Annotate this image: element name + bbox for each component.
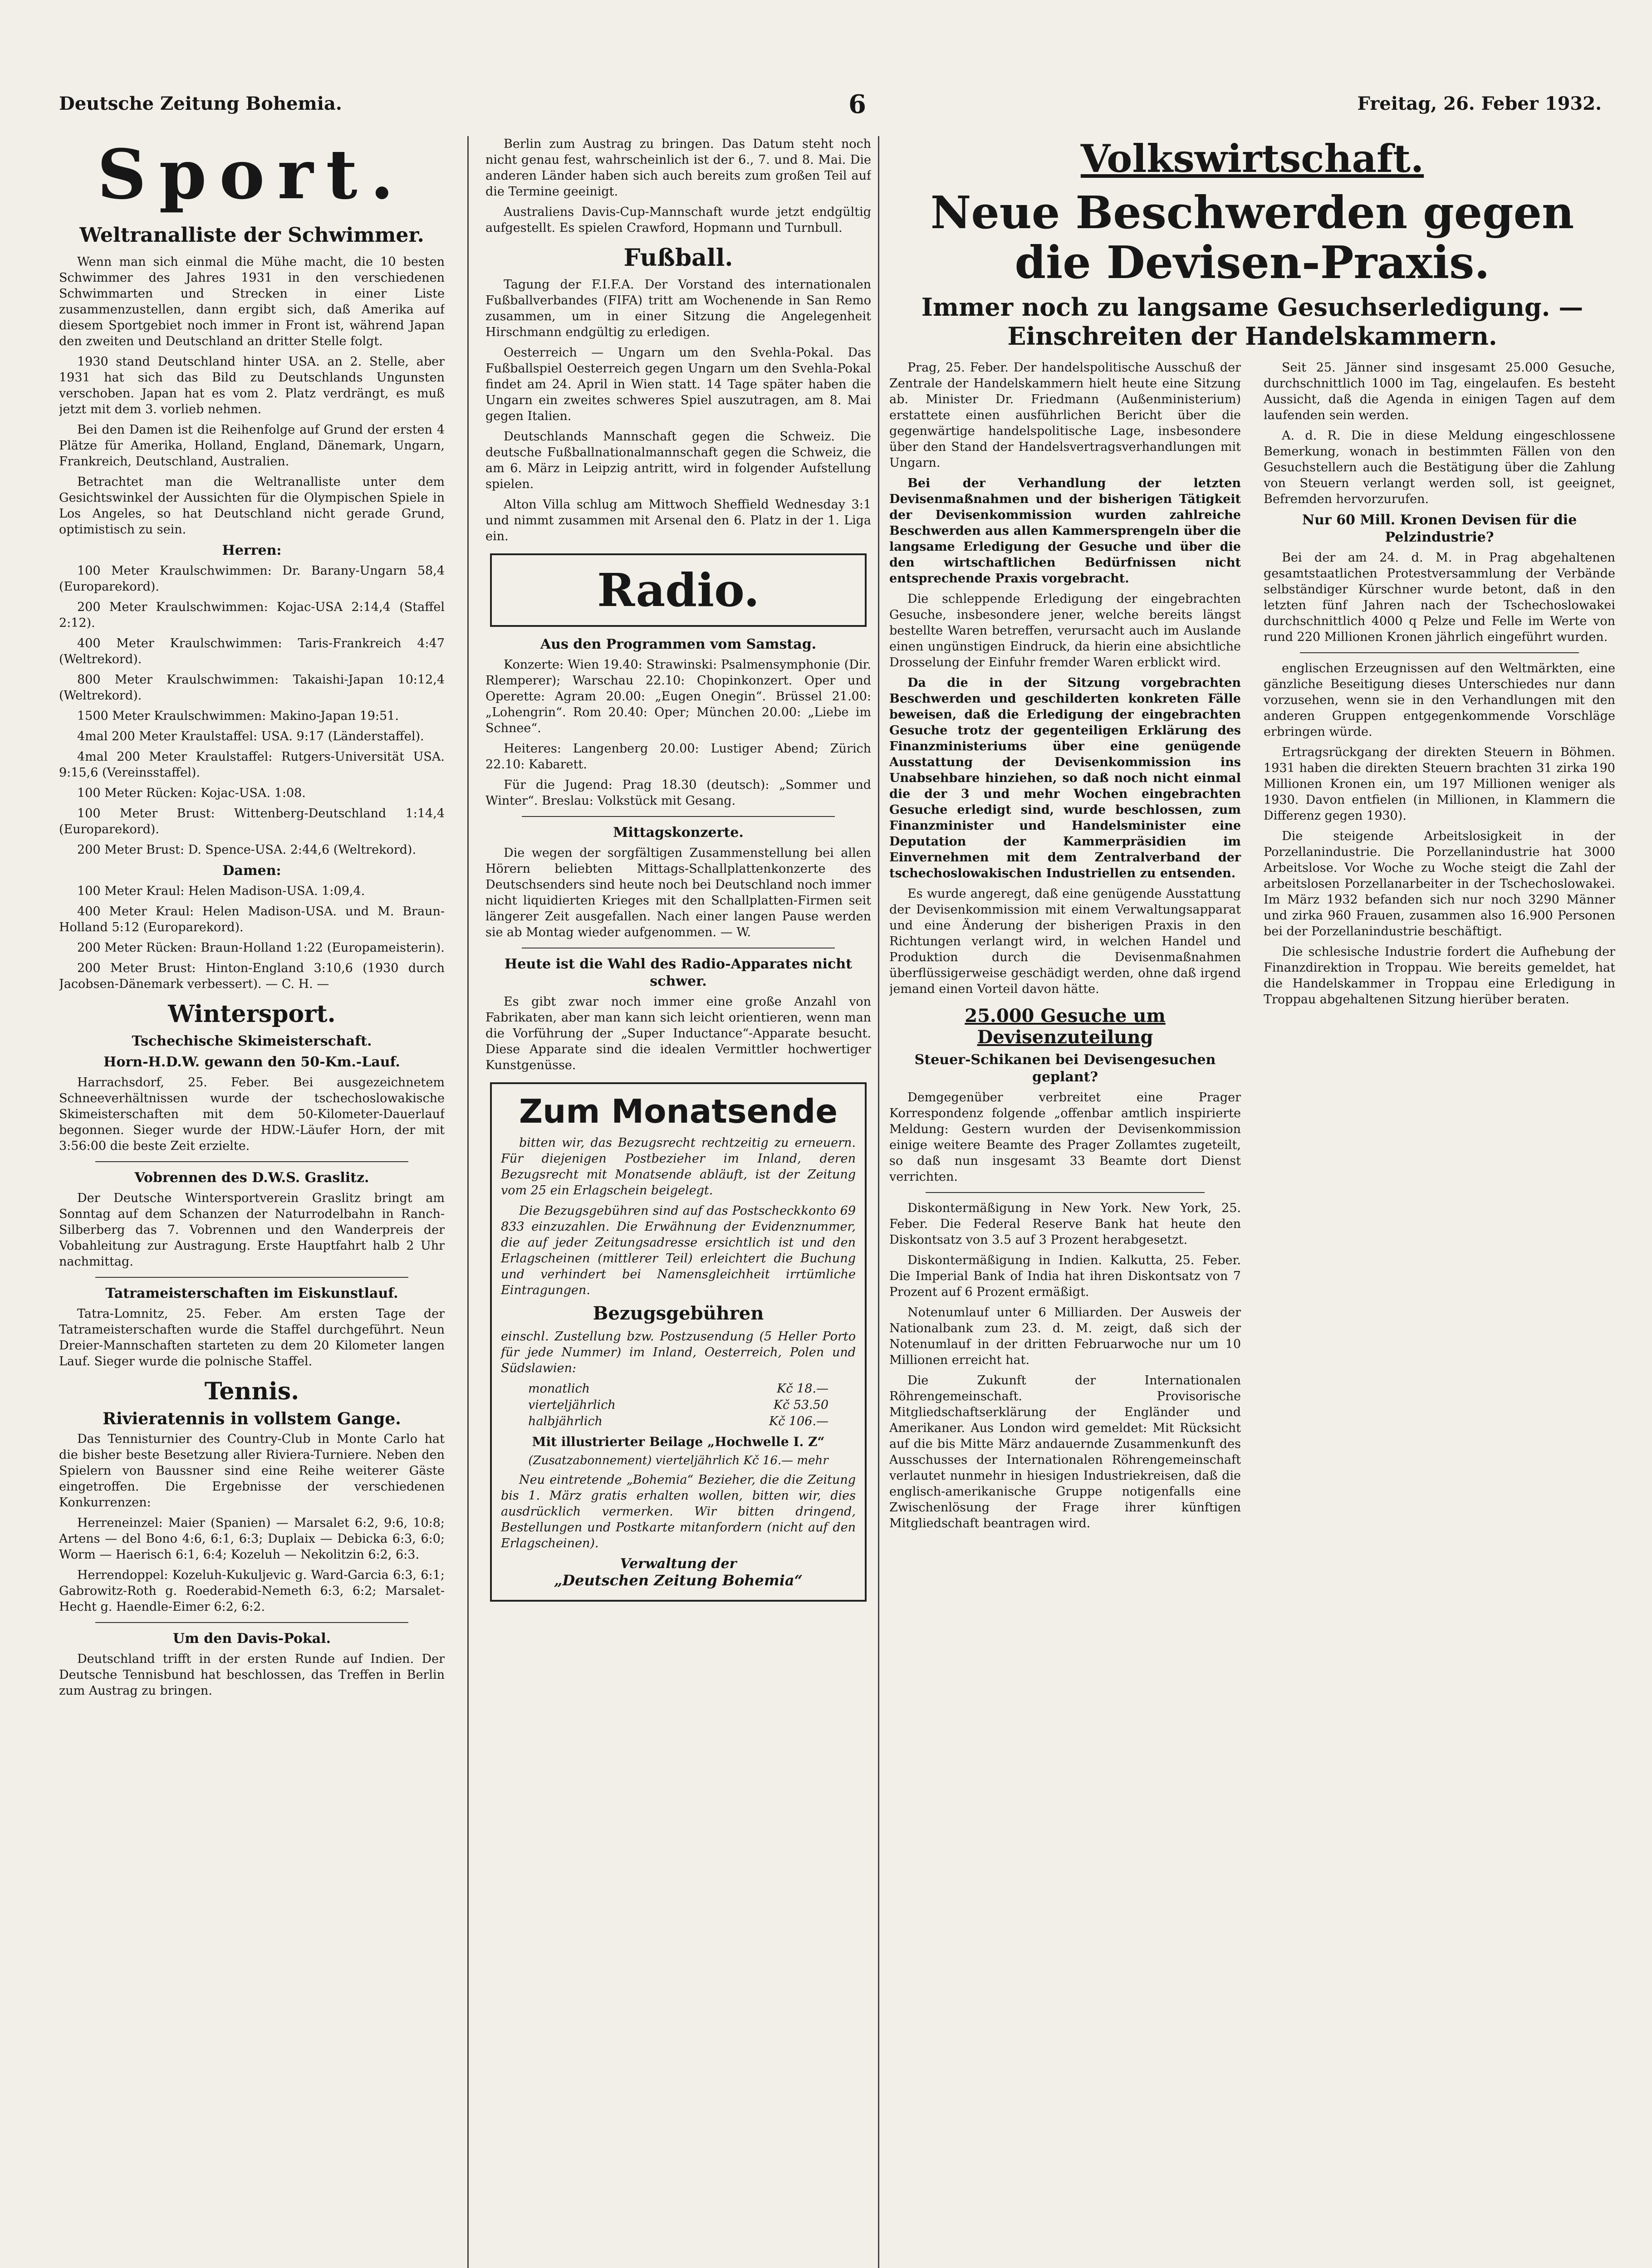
fussball-p3: Deutschlands Mannschaft gegen die Schweiz. Die deutsche Fußballnationalmannschaft gegen die Schweiz, die am 6. März in Leipzig antritt, wird in folgender Aufstellung spielen. bbox=[485, 430, 871, 491]
damen-1: 400 Meter Kraul: Helen Madison-USA. und M. Braun-Holland 5:12 (Europarekord). bbox=[59, 904, 445, 934]
tennis-p3: Herrendoppel: Kozeluh-Kukuljevic g. Ward-Garcia 6:3, 6:1; Gabrowitz-Roth g. Roederabid-Nemeth 6:3, 6:2; Marsalet-Hecht g. Haendle-Eimer 6:2, 6:2. bbox=[59, 1568, 445, 1614]
separator bbox=[95, 1277, 408, 1278]
sport-title: Sport. bbox=[97, 136, 407, 215]
herren-2: 400 Meter Kraulschwimmen: Taris-Frankreich 4:47 (Weltrekord). bbox=[59, 636, 445, 666]
fussball-p1: Tagung der F.I.F.A. Der Vorstand des internationalen Fußballverbandes (FIFA) tritt am Wochenende in San Remo zusammen, um in einer Sitzung die Angelegenheit Hirschmann endgültig zu erledigen. bbox=[485, 278, 871, 339]
swim-p3: Bei den Damen ist die Reihenfolge auf Grund der ersten 4 Plätze für Amerika, Holland, England, Dänemark, Ungarn, Frankreich, Deutschland, Australien. bbox=[59, 423, 445, 469]
fussball-heading: Fußball. bbox=[623, 244, 733, 272]
tennis-p4: Deutschland trifft in der ersten Runde auf Indien. Der Deutsche Tennisbund hat beschlossen, das Treffen in Berlin zum Austrag zu bringen. bbox=[59, 1652, 445, 1698]
winter-p3: Tatra-Lomnitz, 25. Feber. Am ersten Tage der Tatrameisterschaften wurde die Staffel durchgeführt. Neun Dreier-Mannschaften starteten zu dem 20 Kilometer langen Lauf. Sieger wurde die polnische Staffel. bbox=[59, 1307, 445, 1369]
herren-1: 200 Meter Kraulschwimmen: Kojac-USA 2:14,4 (Staffel 2:12). bbox=[59, 600, 445, 630]
fee-value: Kč 106.— bbox=[769, 1414, 828, 1428]
radio-p5: Es gibt zwar noch immer eine große Anzahl von Fabrikaten, aber man kann sich leicht orientieren, wenn man die Vorführung der „Super Inductance“-Apparate besucht. Diese Apparate sind die idealen Vermittler hochwertiger Kunstgenüsse. bbox=[485, 995, 871, 1072]
fees-table bbox=[501, 1381, 856, 1430]
herren-8: 100 Meter Brust: Wittenberg-Deutschland 1:14,4 (Europarekord). bbox=[59, 807, 445, 836]
damen-3: 200 Meter Brust: Hinton-England 3:10,6 (1930 durch Jacobsen-Dänemark verbessert). — C. H. — bbox=[59, 961, 445, 991]
tennis-p2: Herreneinzel: Maier (Spanien) — Marsalet 6:2, 9:6, 10:8; Artens — del Bono 4:6, 6:1, 6:3; Duplaix — Debicka 6:3, 6:0; Worm — Haerisch 6:1, 6:4; Kozeluh — Nekolitzin 6:2, 6:3. bbox=[59, 1516, 445, 1562]
economy-column bbox=[889, 136, 1615, 2268]
swim-heading: Weltranalliste der Schwimmer. bbox=[79, 224, 424, 247]
column-rule bbox=[467, 136, 469, 2268]
econ-right-0: Seit 25. Jänner sind insgesamt 25.000 Gesuche, durchschnittlich 1000 im Tag, eingelaufen. Es besteht Aussicht, daß die Agenda in einigen Tagen auf dem laufenden sein werden. bbox=[1264, 361, 1615, 422]
monatsende-p3: Neu eintretende „Bohemia“ Bezieher, die die Zeitung bis 1. März gratis erhalten wollen, bitten wir, dies ausdrücklich vermerken. Wir bitten dringend, Bestellungen und Postkarte mitanfordern (nicht auf den Erlagscheinen). bbox=[501, 1473, 856, 1550]
economy-section-title: Volkswirtschaft. bbox=[1080, 136, 1424, 181]
winter-sub1: Tschechische Skimeisterschaft. bbox=[132, 1033, 372, 1049]
fee-value: Kč 18.— bbox=[777, 1382, 828, 1396]
herren-5: 4mal 200 Meter Kraulstaffel: USA. 9:17 (Länderstaffel). bbox=[77, 729, 424, 743]
econ-left-1: Bei der Verhandlung der letzten Devisenmaßnahmen und der bisherigen Tätigkeit der Devisenkommission wurden zahlreiche Beschwerden aus allen Kammersprengeln über die langsame Erledigung der Gesuche und über die den wirtschaftlichen Bedürfnissen nicht entsprechende Praxis vorgebracht. bbox=[889, 476, 1241, 586]
economy-two-columns bbox=[889, 360, 1615, 1536]
signature-2: „Deutschen Zeitung Bohemia“ bbox=[554, 1572, 803, 1589]
economy-left bbox=[889, 360, 1241, 1536]
fee-row bbox=[501, 1397, 856, 1413]
masthead-date: Freitag, 26. Feber 1932. bbox=[1357, 93, 1602, 114]
econ-note-0: Diskontermäßigung in New York. New York, 25. Feber. Die Federal Reserve Bank hat heute den Diskontsatz von 3.5 auf 3 Prozent herabgesetzt. bbox=[889, 1201, 1241, 1247]
econ-left-0: Prag, 25. Feber. Der handelspolitische Ausschuß der Zentrale der Handelskammern hielt heute eine Sitzung ab. Minister Dr. Friedmann (Außenministerium) erstattete einen ausführlichen Bericht über die gegenwärtige handelspolitische Lage, insbesondere über den Stand der Handelsvertragsverhandlungen mit Ungarn. bbox=[889, 361, 1241, 470]
winter-sub2: Horn-H.D.W. gewann den 50-Km.-Lauf. bbox=[103, 1054, 400, 1070]
tennis-p1: Das Tennisturnier des Country-Club in Monte Carlo hat die bisher beste Besetzung aller Riviera-Turniere. Neben den Spielern von Baussner sind eine Reihe weiterer Gäste eingetroffen. Die Ergebnisse der verschiedenen Konkurrenzen: bbox=[59, 1432, 445, 1510]
fee-value: Kč 53.50 bbox=[773, 1398, 828, 1412]
econ-note-3: Die Zukunft der Internationalen Röhrengemeinschaft. Provisorische Mitgliedschaftserklärung der Engländer und Amerikaner. Aus London wird gemeldet: Mit Rücksicht auf die bis Mitte März andauernde Zusammenkunft des Ausschusses der Internationalen Röhrengemeinschaft verlautet nunmehr in hiesigen Industriekreisen, daß die englisch-amerikanische Gruppe notigenfalls eine Zwischenlösung der Frage ihrer künftigen Mitgliedschaft beantragen wird. bbox=[889, 1374, 1241, 1530]
economy-headline: Neue Beschwerden gegen die Devisen-Praxis. bbox=[930, 187, 1574, 289]
winter-p2: Der Deutsche Wintersportverein Graslitz bringt am Sonntag auf dem Schanzen der Naturrodelbahn in Ranch-Silberberg das 7. Vobrennen und den Wanderpreis der Vobahleitung zur Austragung. Erste Hauptfahrt halb 2 Uhr nachmittag. bbox=[59, 1191, 445, 1269]
winter-p1: Harrachsdorf, 25. Feber. Bei ausgezeichnetem Schneeverhältnissen wurde der tschechoslowakische Skimeisterschaften mit dem 50-Kilometer-Dauerlauf begonnen. Sieger wurde der HDW.-Läufer Horn, der mit 3:56:00 die beste Zeit erzielte. bbox=[59, 1075, 445, 1153]
middle-p0b: Australiens Davis-Cup-Mannschaft wurde jetzt endgültig aufgestellt. Es spielen Crawford, Hopmann und Turnbull. bbox=[485, 205, 871, 235]
swim-p1: Wenn man sich einmal die Mühe macht, die 10 besten Schwimmer des Jahres 1931 in den verschiedenen Schwimmarten und Strecken in einer Liste zusammenzustellen, dann ergibt sich, daß Amerika auf diesem Sportgebiet noch immer in Front ist, während Japan den zweiten und Deutschland an dritter Stelle folgt. bbox=[59, 255, 445, 348]
herren-0: 100 Meter Kraulschwimmen: Dr. Barany-Ungarn 58,4 (Europarekord). bbox=[59, 564, 445, 594]
damen-0: 100 Meter Kraul: Helen Madison-USA. 1:09,4. bbox=[77, 884, 365, 898]
radio-p2: Heiteres: Langenberg 20.00: Lustiger Abend; Zürich 22.10: Kabarett. bbox=[485, 742, 871, 772]
econ-note-2: Notenumlauf unter 6 Milliarden. Der Ausweis der Nationalbank zum 23. d. M. zeigt, daß sich der Notenumlauf in der dritten Februarwoche nur um 10 Millionen erreicht hat. bbox=[889, 1305, 1241, 1367]
econ-far-3: Die schlesische Industrie fordert die Aufhebung der Finanzdirektion in Troppau. Wie bereits gemeldet, hat die Handelskammer in Troppau eine Erledigung in Troppau abgehaltenen Sitzung hierüber beraten. bbox=[1264, 945, 1615, 1007]
tennis-heading: Tennis. bbox=[204, 1378, 299, 1405]
fee-label: vierteljährlich bbox=[528, 1398, 616, 1412]
beilage: Mit illustrierter Beilage „Hochwelle I. Z“ bbox=[532, 1434, 825, 1449]
monatsende-p2: Die Bezugsgebühren sind auf das Postscheckkonto 69 833 einzuzahlen. Die Erwähnung der Evidenznummer, die auf jeder Zeitungsadresse ersichtlich ist und den Erlagscheinen (mittlerer Teil) erleichtert die Buchung und verhindert bei Namensgleichheit irrtümliche Eintragungen. bbox=[501, 1204, 856, 1297]
column-rule bbox=[878, 136, 879, 2268]
tennis-sub: Rivieratennis in vollstem Gange. bbox=[103, 1409, 401, 1428]
separator bbox=[522, 816, 835, 817]
monatsende-title: Zum Monatsende bbox=[519, 1092, 838, 1130]
sport-column bbox=[59, 136, 445, 2268]
fussball-p2: Oesterreich — Ungarn um den Svehla-Pokal. Das Fußballspiel Oesterreich gegen Ungarn um den Svehla-Pokal findet am 24. April in Wien statt. 14 Tage später haben die Ungarn ein zweites schweres Spiel auszutragen, am 8. Mai gegen Italien. bbox=[485, 346, 871, 423]
winter-sub4: Tatrameisterschaften im Eiskunstlauf. bbox=[105, 1286, 398, 1301]
fee-row bbox=[501, 1413, 856, 1430]
econ-left-3: Da die in der Sitzung vorgebrachten Beschwerden und geschilderten konkreten Fälle beweisen, daß die Erledigung der eingebrachten Gesuche trotz der gegenteiligen Erklärung des Finanzministeriums über eine genügende Ausstattung der Devisenkommission ins Unabsehbare hinziehen, so daß noch nicht einmal die der 3 und mehr Wochen eingebrachten Gesuche erledigt sind, wurde beschlossen, zum Finanzminister und Handelsminister eine Deputation der Kammerpräsidien im Einvernehmen mit dem Zentralverband der tschechoslowakischen Industriellen zu entsenden. bbox=[889, 676, 1241, 880]
devisen-heading: 25.000 Gesuche um Devisenzuteilung bbox=[965, 1005, 1166, 1048]
radio-p1: Konzerte: Wien 19.40: Strawinski: Psalmensymphonie (Dir. Rlemperer); Warschau 22.10: Chopinkonzert. Oper und Operette: Agram 20.00: „Eugen Onegin“. Brüssel 21.00: „Lohengrin“. Rom 20.40: Oper; München 20.00: „Liebe im Schnee“. bbox=[485, 658, 871, 735]
radio-title-box bbox=[490, 553, 867, 627]
herren-4: 1500 Meter Kraulschwimmen: Makino-Japan 19:51. bbox=[77, 709, 399, 723]
devisen-sub: Steuer-Schikanen bei Devisengesuchen geplant? bbox=[914, 1052, 1216, 1085]
fees-heading: Bezugsgebühren bbox=[593, 1303, 764, 1324]
radio-heading: Radio. bbox=[597, 563, 760, 617]
monatsende-box bbox=[490, 1082, 867, 1602]
herren-3: 800 Meter Kraulschwimmen: Takaishi-Japan 10:12,4 (Weltrekord). bbox=[59, 673, 445, 703]
separator bbox=[1300, 652, 1579, 653]
swim-p2: 1930 stand Deutschland hinter USA. an 2. Stelle, aber 1931 hat sich das Bild zu Deutschlands Ungunsten verschoben. Japan hat es vom 2. Platz verdrängt, es muß jetzt mit dem 3. vorlieb nehmen. bbox=[59, 355, 445, 416]
radio-p4: Die wegen der sorgfältigen Zusammenstellung bei allen Hörern beliebten Mittags-Schallplattenkonzerte des Deutschsenders sind heute noch bei Deutschland noch immer nicht liquidierten Krieges mit den Schallplatten-Firmen seit längerer Zeit ausgefallen. Nach einer langen Pause werden sie ab Montag wieder aufgenommen. — W. bbox=[485, 846, 871, 939]
econ-far-2: Die steigende Arbeitslosigkeit in der Porzellanindustrie. Die Porzellanindustrie hat 3000 Arbeitslose. Vor Woche zu Woche steigt die Zahl der arbeitslosen Porzellanarbeiter in der Tschechoslowakei. Im März 1932 befanden sich nur noch 3290 Männer und zirka 960 Frauen, zusammen also 16.900 Personen bei der Porzellanindustrie beschäftigt. bbox=[1264, 829, 1615, 938]
fee-label: halbjährlich bbox=[528, 1414, 603, 1428]
separator bbox=[926, 1192, 1205, 1193]
winter-sub3: Vobrennen des D.W.S. Graslitz. bbox=[134, 1170, 369, 1186]
damen-2: 200 Meter Rücken: Braun-Holland 1:22 (Europameisterin). bbox=[77, 941, 445, 955]
masthead bbox=[59, 89, 1602, 120]
radio-sub2: Mittagskonzerte. bbox=[613, 825, 744, 841]
signature-1: Verwaltung der bbox=[620, 1556, 737, 1572]
page-number: 6 bbox=[848, 89, 866, 119]
middle-column bbox=[485, 136, 871, 2268]
separator bbox=[95, 1161, 408, 1162]
swim-p4: Betrachtet man die Weltranalliste unter dem Gesichtswinkel der Aussichten für die Olympischen Spiele in Los Angeles, so hat Deutschland nicht gerade Grund, optimistisch zu sein. bbox=[59, 475, 445, 537]
fussball-p4: Alton Villa schlug am Mittwoch Sheffield Wednesday 3:1 und nimmt zusammen mit Arsenal den 6. Platz in der 1. Liga ein. bbox=[485, 498, 871, 543]
masthead-title: Deutsche Zeitung Bohemia. bbox=[59, 93, 342, 114]
radio-p3: Für die Jugend: Prag 18.30 (deutsch): „Sommer und Winter“. Breslau: Volkstück mit Gesang. bbox=[485, 778, 871, 808]
monatsende-p1: bitten wir, das Bezugsrecht rechtzeitig zu erneuern. Für diejenigen Postbezieher im Inland, deren Bezugsrecht mit Monatsende abläuft, ist der Zeitung vom 25 ein Erlagschein beigelegt. bbox=[501, 1136, 856, 1198]
winter-heading: Wintersport. bbox=[168, 1000, 336, 1028]
beilage-note: (Zusatzabonnement) vierteljährlich Kč 16.— mehr bbox=[528, 1454, 828, 1467]
radio-sub: Aus den Programmen vom Samstag. bbox=[540, 636, 817, 652]
econ-left-4: Es wurde angeregt, daß eine genügende Ausstattung der Devisenkommission mit einem Verwaltungsapparat und eine Änderung der bisherigen Praxis in den Richtungen verlangt wird, in welchen Handel und Produktion durch die Devisenmaßnahmen überflüssigerweise geschädigt werden, ohne daß irgend jemand einen Vorteil davon hätte. bbox=[889, 887, 1241, 996]
devisen-p: Demgegenüber verbreitet eine Prager Korrespondenz folgende „offenbar amtlich inspirierte Meldung: Gestern wurden der Devisenkommission einige weitere Beamte des Prager Zollamtes zugeteilt, so daß nun insgesamt 33 Beamte dort Dienst verrichten. bbox=[889, 1090, 1241, 1184]
econ-far-1: Ertragsrückgang der direkten Steuern in Böhmen. 1931 haben die direkten Steuern brachten 31 zirka 190 Millionen Kronen ein, um 197 Millionen weniger als 1930. Davon entfielen (in Millionen, in Klammern die Differenz gegen 1930). bbox=[1264, 745, 1615, 823]
herren-heading: Herren: bbox=[222, 543, 282, 558]
herren-9: 200 Meter Brust: D. Spence-USA. 2:44,6 (Weltrekord). bbox=[77, 843, 417, 857]
economy-right bbox=[1264, 360, 1615, 1536]
herren-7: 100 Meter Rücken: Kojac-USA. 1:08. bbox=[77, 786, 306, 800]
fees-intro: einschl. Zustellung bzw. Postzusendung (5 Heller Porto für jede Nummer) im Inland, Oesterreich, Polen und Südslawien: bbox=[501, 1330, 856, 1375]
herren-6: 4mal 200 Meter Kraulstaffel: Rutgers-Universität USA. 9:15,6 (Vereinsstaffel). bbox=[59, 750, 445, 780]
econ-left-2: Die schleppende Erledigung der eingebrachten Gesuche, insbesondere jener, welche bereits längst bestellte Waren betreffen, verursacht auch im Auslande einen ungünstigen Eindruck, da hierin eine absichtliche Drosselung der Einfuhr fremder Waren erblickt wird. bbox=[889, 592, 1241, 670]
econ-far-0: englischen Erzeugnissen auf den Weltmärkten, eine gänzliche Beseitigung dieses Unterschiedes nur dann vorzusehen, wenn sie in den Verhandlungen mit den anderen Gruppen entgegenkommende Vorschläge erbringen würde. bbox=[1264, 661, 1615, 739]
middle-p0: Berlin zum Austrag zu bringen. Das Datum steht noch nicht genau fest, wahrscheinlich ist der 6., 7. und 8. Mai. Die anderen Länder haben sich auch bereits zum großen Teil auf die Termine geeinigt. bbox=[485, 137, 871, 199]
fee-label: monatlich bbox=[528, 1382, 590, 1396]
econ-right-1: A. d. R. Die in diese Meldung eingeschlossene Bemerkung, wonach in bestimmten Fällen von den Gesuchstellern auch die Bestätigung über die Zahlung von Steuern verlangt werden soll, ist geeignet, Befremden hervorzurufen. bbox=[1264, 429, 1615, 506]
fee-row bbox=[501, 1381, 856, 1397]
radio-sub3: Heute ist die Wahl des Radio-Apparates nicht schwer. bbox=[505, 956, 852, 989]
economy-subhead: Immer noch zu langsame Gesuchserledigung. — Einschreiten der Handelskammern. bbox=[921, 293, 1583, 351]
separator bbox=[95, 1622, 408, 1623]
tennis-sub2: Um den Davis-Pokal. bbox=[172, 1631, 331, 1647]
econ-right-3: Bei der am 24. d. M. in Prag abgehaltenen gesamtstaatlichen Protestversammlung der Verbände selbständiger Kürschner wurde betont, daß in den letzten fünf Jahren nach der Tschechoslowakei durchschnittlich 4000 q Pelze und Felle im Werte von rund 220 Millionen Kronen jährlich eingeführt wurden. bbox=[1264, 551, 1615, 644]
econ-note-1: Diskontermäßigung in Indien. Kalkutta, 25. Feber. Die Imperial Bank of India hat ihren Diskontsatz von 7 Prozent auf 6 Prozent ermäßigt. bbox=[889, 1253, 1241, 1299]
damen-heading: Damen: bbox=[222, 863, 281, 879]
econ-right-heading: Nur 60 Mill. Kronen Devisen für die Pelzindustrie? bbox=[1302, 512, 1577, 545]
